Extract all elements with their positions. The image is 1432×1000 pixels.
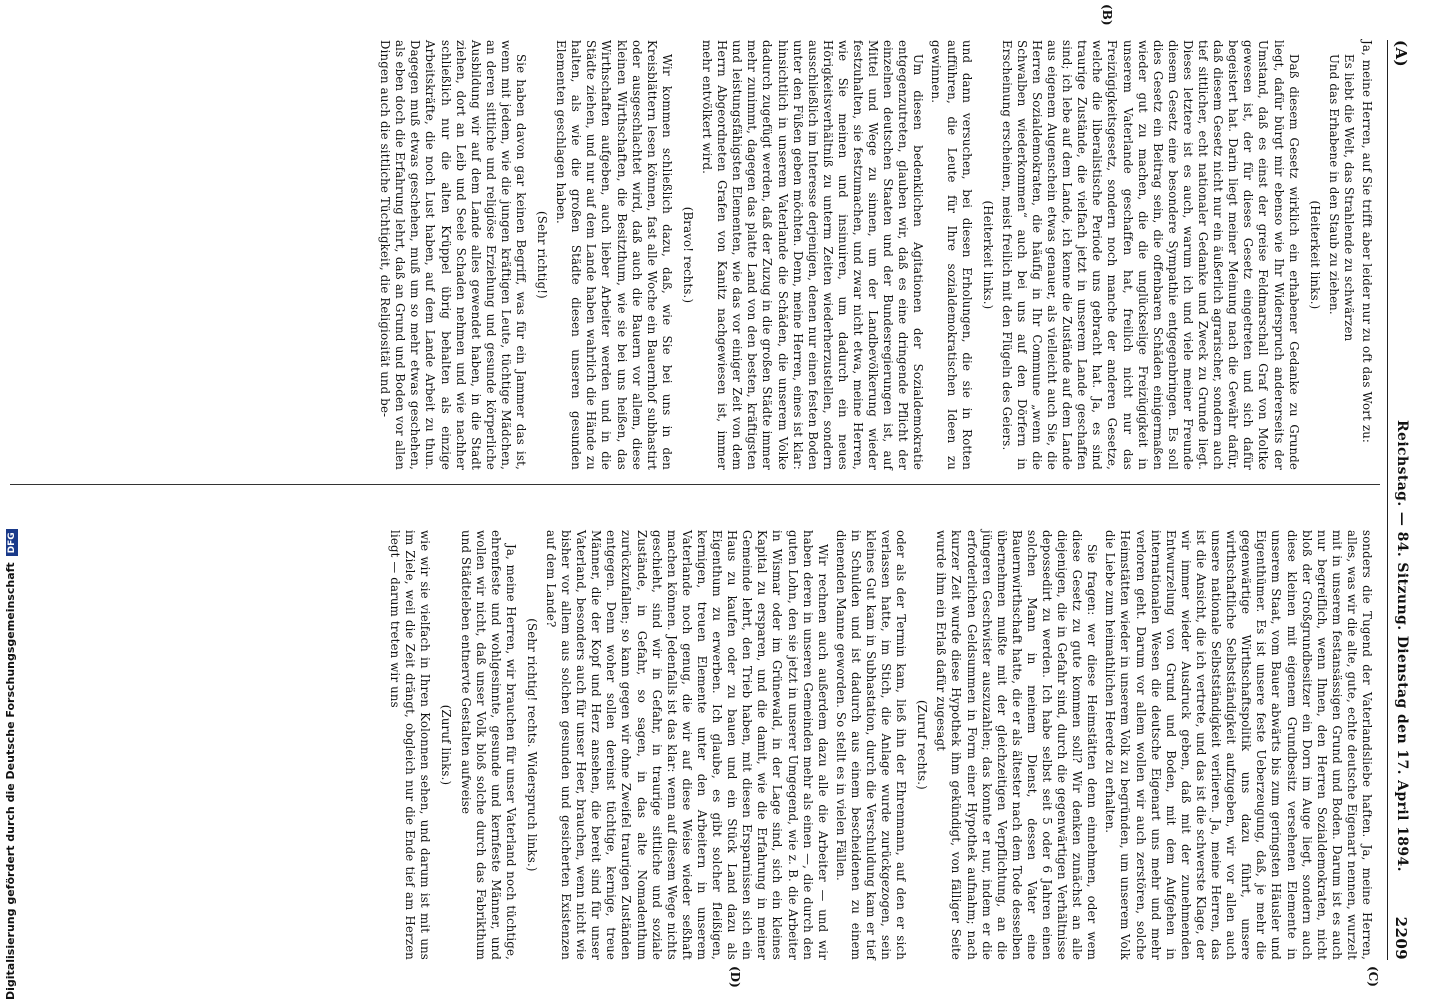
footer-notice — [4, 0, 18, 1000]
interjection: (Bravo! rechts.) — [680, 206, 695, 304]
paragraph: wie wir sie vielfach in Ihren Kolonnen sehen, und darum ist mit uns im Ziele, weil die Zeit drängt, obgleich nur die Ende tief am Herzen liegt — darum treten wir uns — [388, 530, 433, 960]
marker-d: (D) — [728, 966, 742, 988]
header-rule — [1387, 40, 1388, 960]
paragraph: Ja, meine Herren, auf Sie trifft aber leider nur zu oft das Wort zu: — [1360, 40, 1374, 444]
column-divider — [10, 484, 1380, 485]
page-header — [1388, 40, 1414, 960]
interjection: (Sehr richtig! rechts. Widerspruch links.) — [524, 618, 539, 872]
interjection: (Sehr richtig!) — [535, 211, 550, 299]
marker-a: (A) — [1392, 40, 1410, 68]
footer-text: Digitalisierung gefördert durch die Deutsche Forschungsgemeinschaft — [4, 562, 17, 1000]
marker-c: (C) — [1366, 966, 1380, 987]
paragraph: und dann versuchen, bei diesen Erholungen, die sie in Rotten aufführen, die Leute für Ihre sozialdemokratischen Ideen zu gewinnen. — [929, 40, 974, 470]
footer-strip — [4, 0, 24, 1000]
paragraph: Ja, meine Herren, wir brauchen für unser Vaterland noch tüchtige, ehrenfeste und wohlgesinnte, gesunde und kernfeste Männer, und wollen wir nicht, daß unser Volk bloß solche durch das Fabrikthum und Städteleben entnervte Gestalten aufweise — [458, 530, 518, 960]
right-column — [384, 530, 1374, 960]
dfg-logo: DFG — [6, 529, 18, 556]
interjection: (Heiterkeit links.) — [1307, 200, 1322, 310]
paragraph: Um diesen bedenklichen Agitationen der Sozialdemokratie entgegenzutreten, glauben wir, daß es eine dringende Pflicht der einzelnen deutschen Staaten und der Bundesregierungen ist, auf Mittel und Wege zu sinnen, um der Landbevölkerung wieder festzuhalten, sie festzumachen, und zwar nicht etwa, meine Herren, wie Sie meinen und insinuiren, um dadurch ein neues Hörigkeitsverhältniß zu unterm Zeiten wiederherzustellen, sondern ausschließlich im Interesse derjenigen, denen nur einen festen Boden unter den Füßen geben möchten. Denn, meine Herren, eines ist klar: hinsichtlich in unserem Vaterlande die Schäden, die unserem Volke dadurch zugefügt werden, daß der Zuzug in die großen Städte immer mehr zunimmt, dagegen das platte Land von den besten, kräftigsten und leistungsfähigsten Elementen, wie das vor einiger Zeit von dem Herrn Abgeordneten Grafen von Kanitz nachgewiesen ist, immer mehr entvölkert wird. — [700, 40, 926, 470]
verse-line: Und das Erhabene in den Staub zu ziehen. — [1326, 54, 1341, 315]
interjection: (Zuruf rechts.) — [915, 700, 930, 790]
paragraph: Daß diesem Gesetz wirklich ein erhabener Gedanke zu Grunde liegt, dafür bürgt mir ebenso wie Ihr Widerspruch andererseits der Umstand, daß es einst der greise Feldmarschall Graf von Moltke gewesen ist, der für dieses Gesetz eingetreten und sich dafür begeistert hat. Darin liegt meiner Meinung nach die Gewähr dafür, daß diesem Gesetz nicht nur ein äußerlich agrarischer, sondern auch tief sittlicher, echt nationaler Gedanke und Zweck zu Grunde liegt. Dieses letztere ist es auch, warum ich und viele meiner Freunde diesem Gesetz eine besondere Sympathie entgegenbringen. Es soll dies Gesetz ein Beitrag sein, die offenbaren Schäden einigermaßen wieder gut zu machen, die die unglückselige Freizügigkeit in unserem Vaterlande geschaffen hat, freilich nicht nur das Freizügigkeitsgesetz, sondern noch manche der anderen Gesetze, welche die liberalistische Periode uns gebracht hat. Ja, es sind traurige Zustände, die vielfach jetzt in unserem Lande geschaffen sind; ich lebe auf dem Lande, ich kenne die Zustände auf dem Lande aus eigenem Augenschein etwas genauer, als vielleicht auch Sie, die Herren Sozialdemokraten, die häufig in Ihr Commune „wenn die Schwalben wiederkommen“ auch bei uns auf den Dörfern in Erscheinung erscheinen, meist freilich mit den Flügeln des Geiers. — [999, 40, 1301, 470]
marker-b: (B) — [1100, 4, 1114, 26]
page-number: 2209 — [1392, 916, 1410, 960]
left-column — [374, 40, 1374, 470]
paragraph: Wir kommen schließlich dazu, daß, wie Sie bei uns in den Kreisblättern lesen können, fast alle Woche ein Bauernhof subhastirt oder ausgeschlachtet wird, daß auch die Bauern vor allem, diese kleinen Wirthschaften, die Besitzthum, wie sie bei uns heißen, das Wirthschaften aufgeben, auch lieber Arbeiter werden und in die Städte ziehen, und nur auf dem Lande haben wahrlich die Hände zu halten, als wie die großen Städte diesen unseren gesunden Elementen geschlagen haben. — [554, 40, 674, 470]
interjection: (Heiterkeit links.) — [980, 200, 995, 310]
verse-line: Es liebt die Welt, das Strahlende zu schwärzen — [1341, 54, 1356, 342]
running-title: Reichstag. — 84. Sitzung. Dienstag den 17. April 1894. — [1394, 420, 1410, 872]
paragraph: oder als der Termin kam, ließ ihn der Ehrenmann, auf den er sich verlassen hatte, im Stich, die Anlage wurde zurückgezogen, sein kleines Gut kam in Subhastation, durch die Verschuldung kam er tief in Schulden und ist dadurch aus einem bescheidenen zu einem dienenden Manne geworden. So stellt es in vielen Fällen. — [833, 530, 909, 960]
paragraph: Sie fragen: wer diese Heimstätten denn einnehmen, oder wem diese Gesetz zu gute kommen soll? Wir denken zunächst an alle diejenigen, die in Gefahr sind, durch die gegenwärtigen Verhältnisse depossedirt zu werden. Ich habe selbst seit 5 oder 6 Jahren einen solchen Mann in meinem Dienst, dessen Vater eine Bauernwirthschaft hatte, die er als ältester nach dem Tode desselben übernehmen mußte mit der gleichzeitigen Verpflichtung, an die jüngeren Geschwister auszuzahlen; das konnte er nur, indem er die erforderlichen Geldsummen in Form einer Hypothek aufnahm; nach kurzer Zeit wurde diese Hypothek ihm gekündigt, von fälliger Seite wurde ihm ein Erlaß dafür zugesagt — [934, 530, 1100, 960]
interjection: (Zuruf links.) — [439, 704, 454, 786]
paragraph: Sie haben davon gar keinen Begriff, was für ein Jammer das ist, wenn mit jedem, wie die jungen kräftigen Leute, tüchtige Mädchen, an deren sittliche und religiöse Erziehung und gesunde körperliche Ausbildung wir auf dem Lande alles gewendet haben, in die Stadt ziehen, dort an Leib und Seele Schaden nehmen und wie nachher schließlich nur die alten Krüppel übrig behalten als einzige Arbeitskräfte, die noch Lust haben, auf dem Lande Arbeit zu thun. Dagegen muß etwas geschehen, muß um so mehr etwas geschehen, als eben doch die Erfahrung lehrt, daß an Grund und Boden vor allen Dingen auch die sittliche Tüchtigkeit, die Religiosität und be- — [378, 40, 529, 470]
paragraph: Wir rechnen auch außerdem dazu alle die Arbeiter — und wir haben deren in unseren Gemeinden mehr als einen —, die durch den guten Lohn, den sie jetzt in unserer Umgegend, wie z. B. die Arbeiter in Wismar oder im Grünewald, in der Lage sind, sich ein kleines Kapital zu ersparen, und die damit, wie die Erfahrung in meiner Gemeinde lehrt, den Trieb haben, mit diesen Ersparnissen sich ein Haus zu kaufen oder zu bauen und ein Stück Land dazu als Eigenthum zu erwerben. Ich glaube, es gibt solcher fleißigen, kernigen, treuen Elemente unter den Arbeitern in unserem Vaterlande noch genug, die wir auf diese Weise wieder seßhaft machen können. Jedenfalls ist das klar: wenn auf diesem Wege nichts geschieht, sind wir in Gefahr, in traurige sittliche und soziale Zustände, in Gefahr, so sagen, in das alte Nomadenthum zurückzufallen; so kann gegen wir ohne Zweifel traurigen Zuständen entgegen. Denn woher sollen dereinst tüchtige, kernige, treue Männer, die der Kopf und Herz ansehen, die bereit sind für unser Vaterland, besonders auch für unser Heer, brauchen, wenn nicht wie bisher vor allem aus solchen gesunden und gesicherten Existenzen auf dem Lande? — [544, 530, 830, 960]
paragraph: sonders die Tugend der Vaterlandsliebe haften. Ja, meine Herren, alles, was wir die alte, gute, echte deutsche Eigenart nennen, wurzelt mit in unserem festansässigen Grund und Boden. Darum ist es auch nur begreiflich, wenn Ihnen, den Herren Sozialdemokraten, nicht bloß der Großgrundbesitzer ein Dorn im Auge liegt, sondern auch diese kleinen mit eigenem Grundbesitz versehenen Elemente in unserem Staat, vom Bauer abwärts bis zum geringsten Häusler und Eigenthümer. Es ist unsere feste Ueberzeugung, daß, je mehr die gegenwärtige Wirthschaftspolitik uns dazu führt, unsere wirthschaftliche Selbstständigkeit aufzugeben, wir vor allen auch unsere nationale Selbstständigkeit verlieren. Ja, meine Herren, das ist die Ansicht, die ich vertrete, und das ist die schwerste Klage, der wir immer wieder Ausdruck geben, daß mit der zunehmenden Entwurzelung von Grund und Boden, mit dem Aufgehen in internationalen Wesen die deutsche Eigenart uns mehr und mehr verloren geht. Darum vor allem wollen wir auch zerstören, solche Heimstätten wieder in unserem Volk zu begründen, um unserem Volk die Liebe zum heimathlichen Heerde zu erhalten. — [1103, 530, 1374, 960]
